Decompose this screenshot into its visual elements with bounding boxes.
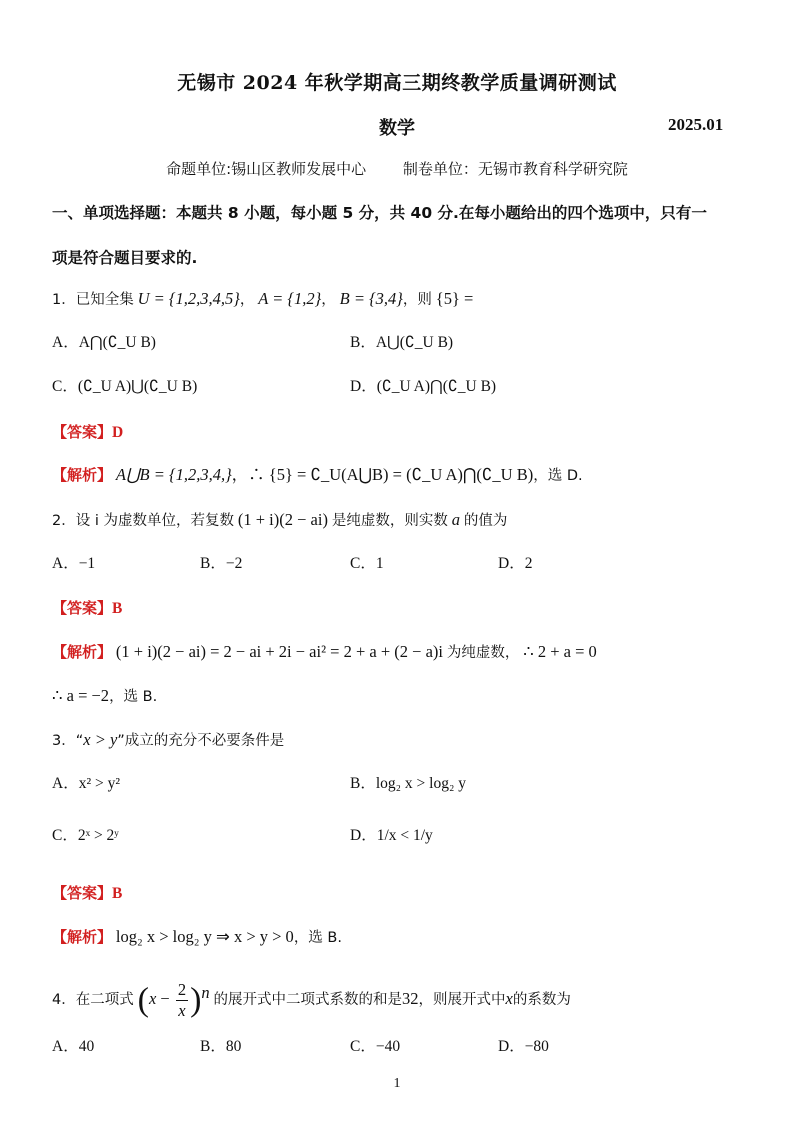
q2-answer: 【答案】B [52, 599, 123, 617]
page-number: 1 [393, 1076, 401, 1091]
exam-date: 2025.01 [668, 115, 724, 134]
q4-binomial: (x − $\frac{2}{x}$ )$^n$ [137, 980, 210, 1021]
exam-units [0, 158, 794, 179]
q3-stem: 3．“x > y”成立的充分不必要条件是 [52, 730, 285, 749]
q4-option-b: B．80 [200, 1038, 242, 1055]
q4-option-d: D．−80 [498, 1038, 549, 1055]
q1-explanation: 【解析】 A⋃B = {1,2,3,4,}，∴ {5} = ∁_U(A⋃B) = (∁_U A)⋂(∁_U B)，选 D. [52, 465, 583, 484]
section-heading-line2: 项是符合题目要求的. [52, 249, 198, 267]
q2-option-c: C．1 [350, 555, 384, 572]
q3-explanation: 【解析】 log₂ x > log₂ y ⇒ x > y > 0，选 B. [52, 927, 342, 946]
q3-option-b: B．log₂ x > log₂ y [350, 775, 467, 792]
q1-option-a: A．A⋂(∁_U B) [52, 334, 156, 351]
q4-option-c: C．−40 [350, 1038, 401, 1055]
q3-option-a: A．x² > y² [52, 775, 120, 792]
q2-stem: 2．设 i 为虚数单位，若复数 (1 + i)(2 − ai) 是纯虚数，则实数 a 的值为 [52, 510, 508, 529]
q1-option-c: C．(∁_U A)⋃(∁_U B) [52, 378, 198, 395]
q3-option-d: D．1/x < 1/y [350, 827, 433, 844]
q2-explanation: 【解析】 (1 + i)(2 − ai) = 2 − ai + 2i − ai² = 2 + a + (2 − a)i 为纯虚数， ∴ 2 + a = 0 [52, 642, 597, 661]
q2-explanation-cont: ∴ a = −2，选 B. [52, 686, 158, 705]
q2-option-b: B．−2 [200, 555, 243, 572]
q4-option-a: A．40 [52, 1038, 95, 1055]
exam-subject: 数学 [379, 118, 415, 139]
exam-title: 无锡市 2024 年秋学期高三期终教学质量调研测试 [177, 72, 617, 94]
q4-stem: 4．在二项式 (x − $\frac{2}{x}$ )$^n$ 的展开式中二项式系数的和是32，则展开式中x的系数为 [52, 980, 571, 1021]
q1-stem: 1．已知全集 U = {1,2,3,4,5}， A = {1,2}， B = {3,4}，则 {5} = [52, 289, 474, 308]
q2-option-a: A．−1 [52, 555, 96, 572]
q2-option-d: D．2 [498, 555, 533, 572]
unit-left: 命题单位:锡山区教师发展中心 [166, 160, 367, 178]
q1-option-b: B．A⋃(∁_U B) [350, 334, 454, 351]
q1-answer: 【答案】D [52, 423, 124, 441]
section-heading-line1: 一、单项选择题：本题共 8 小题，每小题 5 分，共 40 分.在每小题给出的四个选项中，只有一 [52, 204, 707, 222]
unit-right: 制卷单位：无锡市教育科学研究院 [402, 160, 628, 178]
q1-option-d: D．(∁_U A)⋂(∁_U B) [350, 378, 497, 395]
q3-answer: 【答案】B [52, 884, 123, 902]
q3-option-c: C．2ˣ > 2ʸ [52, 827, 119, 844]
